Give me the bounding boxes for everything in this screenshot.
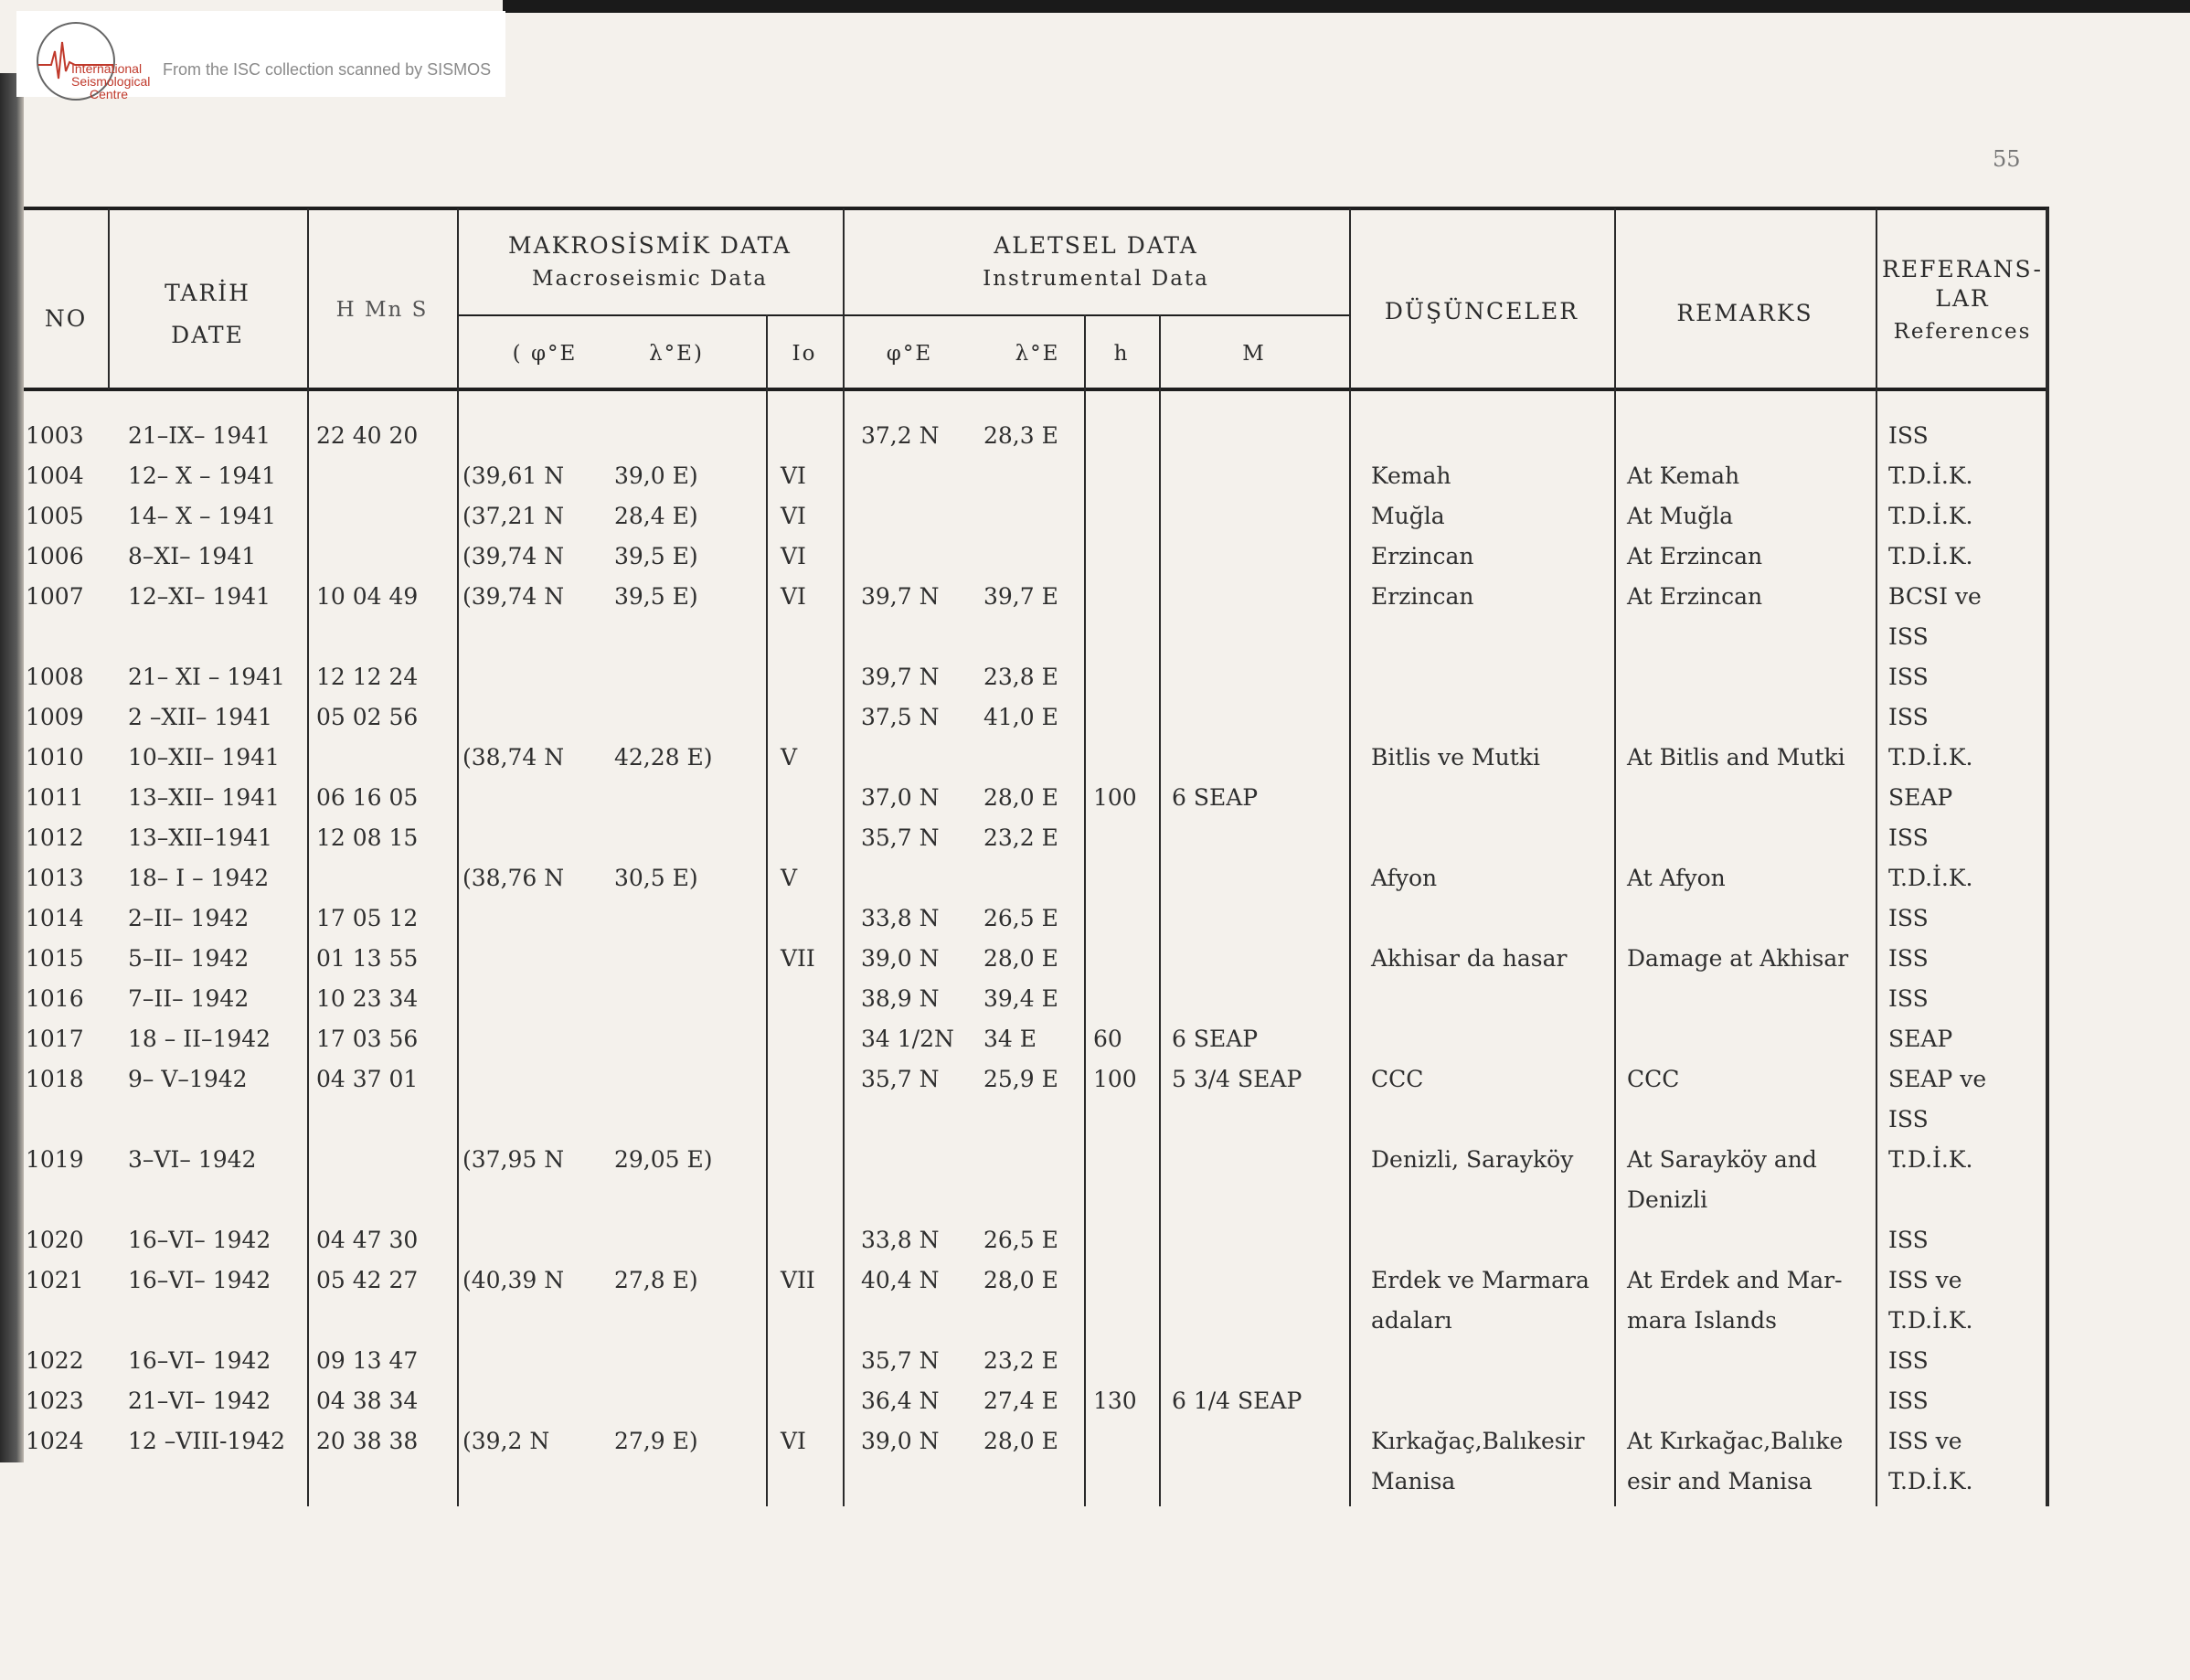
row-inst-lon: 28,0 E	[983, 784, 1058, 811]
row-date: 9– V–1942	[128, 1066, 248, 1092]
row-reference: SEAP	[1888, 784, 1953, 811]
row-inst-lat: 39,7 N	[861, 583, 940, 610]
header-date-en: DATE	[171, 322, 244, 348]
row-remarks: At Kemah	[1627, 463, 1740, 489]
col-sep-dus	[1614, 208, 1616, 1506]
row-date: 10–XII– 1941	[128, 744, 280, 771]
row-inst-lon: 39,4 E	[983, 985, 1058, 1012]
row-time: 04 47 30	[316, 1227, 419, 1253]
row-inst-lon: 25,9 E	[983, 1066, 1058, 1092]
row-no: 1020	[26, 1227, 84, 1253]
row-inst-lat: 36,4 N	[861, 1388, 940, 1414]
row-inst-lon: 28,0 E	[983, 1428, 1058, 1454]
row-date: 16–VI– 1942	[128, 1267, 271, 1293]
row-macro-lon: 39,5 E)	[614, 543, 698, 569]
row-dusunceler: Kırkağaç,Balıkesir	[1371, 1428, 1585, 1454]
row-inst-lon: 26,5 E	[983, 905, 1058, 931]
col-sep-m	[1159, 314, 1161, 1506]
header-ref-tr1: REFERANS-	[1882, 256, 2043, 282]
row-reference: ISS	[1888, 422, 1929, 449]
row-inst-lon: 28,3 E	[983, 422, 1058, 449]
row-time: 04 37 01	[316, 1066, 419, 1092]
header-remarks: REMARKS	[1676, 300, 1813, 326]
row-remarks: At Bitlis and Mutki	[1627, 744, 1845, 771]
row-inst-lat: 35,7 N	[861, 1347, 940, 1374]
row-inst-lon: 27,4 E	[983, 1388, 1058, 1414]
row-remarks: CCC	[1627, 1066, 1680, 1092]
row-reference: SEAP	[1888, 1026, 1953, 1052]
row-no: 1016	[26, 985, 84, 1012]
row-depth: 130	[1093, 1388, 1137, 1414]
row-date: 3–VI– 1942	[128, 1146, 257, 1173]
row-macro-lat: (39,61 N	[462, 463, 565, 489]
row-time: 12 08 15	[316, 824, 419, 851]
row-date: 21–IX– 1941	[128, 422, 271, 449]
macro-inst-subrule	[457, 314, 1349, 316]
header-m: M	[1242, 342, 1266, 366]
row-io: VII	[781, 945, 815, 972]
row-date: 16–VI– 1942	[128, 1227, 271, 1253]
row-reference: ISS	[1888, 945, 1929, 972]
row-date: 8–XI– 1941	[128, 543, 257, 569]
row-time: 10 04 49	[316, 583, 419, 610]
row-date: 2 –XII– 1941	[128, 704, 272, 730]
row-magnitude: 5 3/4 SEAP	[1172, 1066, 1302, 1092]
row-no: 1008	[26, 664, 84, 690]
col-sep-remarks	[1876, 208, 1877, 1506]
row-macro-lon: 27,9 E)	[614, 1428, 698, 1454]
row-io: VI	[781, 1428, 806, 1454]
row-time: 05 42 27	[316, 1267, 419, 1293]
row-remarks: mara Islands	[1627, 1307, 1777, 1334]
row-no: 1013	[26, 865, 84, 891]
row-macro-lat: (38,74 N	[462, 744, 565, 771]
row-no: 1004	[26, 463, 84, 489]
row-dusunceler: CCC	[1371, 1066, 1424, 1092]
row-time: 09 13 47	[316, 1347, 419, 1374]
header-inst-lat: φ°E	[886, 342, 933, 366]
row-date: 18– I – 1942	[128, 865, 270, 891]
row-no: 1006	[26, 543, 84, 569]
header-macro-lon: λ°E)	[649, 342, 704, 366]
row-remarks: At Kırkağac,Balıke	[1627, 1428, 1844, 1454]
header-macro-tr: MAKROSİSMİK DATA	[508, 232, 792, 259]
row-date: 21– XI – 1941	[128, 664, 285, 690]
row-inst-lat: 33,8 N	[861, 1227, 940, 1253]
row-magnitude: 6 SEAP	[1172, 1026, 1259, 1052]
row-time: 17 03 56	[316, 1026, 419, 1052]
row-no: 1023	[26, 1388, 84, 1414]
row-reference: T.D.İ.K.	[1888, 1146, 1973, 1173]
row-inst-lat: 40,4 N	[861, 1267, 940, 1293]
row-depth: 100	[1093, 1066, 1137, 1092]
row-macro-lat: (38,76 N	[462, 865, 565, 891]
row-inst-lat: 39,0 N	[861, 1428, 940, 1454]
row-macro-lat: (39,74 N	[462, 583, 565, 610]
logo-line-3: Centre	[90, 87, 129, 101]
row-date: 12–XI– 1941	[128, 583, 271, 610]
row-macro-lat: (37,21 N	[462, 503, 565, 529]
page-number: 55	[1993, 146, 2021, 172]
row-reference: ISS ve	[1888, 1267, 1962, 1293]
row-magnitude: 6 SEAP	[1172, 784, 1259, 811]
row-reference: ISS	[1888, 1347, 1929, 1374]
col-sep-date	[307, 208, 309, 1506]
row-macro-lon: 30,5 E)	[614, 865, 698, 891]
row-io: V	[781, 865, 798, 891]
row-io: VI	[781, 583, 806, 610]
row-inst-lat: 33,8 N	[861, 905, 940, 931]
row-dusunceler: adaları	[1371, 1307, 1452, 1334]
row-reference: T.D.İ.K.	[1888, 543, 1973, 569]
row-dusunceler: Bitlis ve Mutki	[1371, 744, 1540, 771]
row-reference: ISS	[1888, 1388, 1929, 1414]
row-inst-lat: 35,7 N	[861, 1066, 940, 1092]
row-inst-lon: 23,8 E	[983, 664, 1058, 690]
scan-source-note: From the ISC collection scanned by SISMOS	[163, 60, 492, 79]
row-depth: 60	[1093, 1026, 1122, 1052]
row-no: 1021	[26, 1267, 84, 1293]
row-reference: ISS	[1888, 905, 1929, 931]
row-no: 1024	[26, 1428, 84, 1454]
row-inst-lat: 37,5 N	[861, 704, 940, 730]
row-inst-lon: 28,0 E	[983, 1267, 1058, 1293]
row-inst-lon: 41,0 E	[983, 704, 1058, 730]
row-depth: 100	[1093, 784, 1137, 811]
row-remarks: At Erzincan	[1627, 543, 1763, 569]
row-macro-lon: 27,8 E)	[614, 1267, 698, 1293]
logo-line-2: Seismological	[71, 74, 151, 89]
header-ref-tr2: LAR	[1935, 285, 1990, 312]
row-reference: T.D.İ.K.	[1888, 865, 1973, 891]
row-no: 1012	[26, 824, 84, 851]
header-inst-lon: λ°E	[1015, 342, 1060, 366]
row-no: 1009	[26, 704, 84, 730]
row-inst-lon: 23,2 E	[983, 1347, 1058, 1374]
row-date: 21–VI– 1942	[128, 1388, 271, 1414]
row-remarks: At Sarayköy and	[1627, 1146, 1817, 1173]
row-date: 18 – II–1942	[128, 1026, 271, 1052]
row-time: 20 38 38	[316, 1428, 419, 1454]
header-macro-en: Macroseismic Data	[531, 267, 769, 291]
row-reference: T.D.İ.K.	[1888, 463, 1973, 489]
row-reference: ISS	[1888, 623, 1929, 650]
row-time: 12 12 24	[316, 664, 419, 690]
row-reference: T.D.İ.K.	[1888, 503, 1973, 529]
row-inst-lat: 39,7 N	[861, 664, 940, 690]
row-time: 05 02 56	[316, 704, 419, 730]
row-reference: ISS	[1888, 1106, 1929, 1132]
row-inst-lat: 35,7 N	[861, 824, 940, 851]
row-dusunceler: Kemah	[1371, 463, 1451, 489]
row-reference: BCSI ve	[1888, 583, 1982, 610]
row-date: 12 –VIII-1942	[128, 1428, 286, 1454]
row-magnitude: 6 1/4 SEAP	[1172, 1388, 1302, 1414]
row-io: VI	[781, 503, 806, 529]
row-reference: ISS	[1888, 824, 1929, 851]
col-sep-macro	[843, 208, 845, 1506]
row-reference: T.D.İ.K.	[1888, 1307, 1973, 1334]
row-macro-lat: (39,2 N	[462, 1428, 550, 1454]
row-inst-lat: 37,0 N	[861, 784, 940, 811]
row-no: 1010	[26, 744, 84, 771]
row-dusunceler: Erzincan	[1371, 543, 1474, 569]
row-inst-lat: 38,9 N	[861, 985, 940, 1012]
row-time: 06 16 05	[316, 784, 419, 811]
row-no: 1017	[26, 1026, 84, 1052]
header-inst-en: Instrumental Data	[983, 267, 1209, 291]
row-io: V	[781, 744, 798, 771]
col-sep-io	[766, 314, 768, 1506]
row-date: 5–II– 1942	[128, 945, 250, 972]
row-time: 04 38 34	[316, 1388, 419, 1414]
row-date: 14– X – 1941	[128, 503, 277, 529]
row-remarks: At Erdek and Mar-	[1627, 1267, 1843, 1293]
row-time: 17 05 12	[316, 905, 419, 931]
row-reference: ISS	[1888, 1227, 1929, 1253]
row-date: 13–XII–1941	[128, 824, 272, 851]
row-no: 1011	[26, 784, 84, 811]
row-no: 1014	[26, 905, 84, 931]
header-no: NO	[44, 305, 88, 332]
table-right-edge	[2046, 208, 2049, 1506]
row-reference: ISS	[1888, 664, 1929, 690]
row-remarks: At Afyon	[1627, 865, 1726, 891]
col-sep-h	[1084, 314, 1086, 1506]
isc-logo-box	[16, 11, 505, 101]
header-macro-lat: ( φ°E	[512, 342, 578, 366]
row-date: 12– X – 1941	[128, 463, 277, 489]
row-remarks: At Erzincan	[1627, 583, 1763, 610]
row-macro-lon: 29,05 E)	[614, 1146, 713, 1173]
row-remarks: At Muğla	[1627, 503, 1734, 529]
row-inst-lon: 28,0 E	[983, 945, 1058, 972]
row-macro-lat: (39,74 N	[462, 543, 565, 569]
row-inst-lat: 37,2 N	[861, 422, 940, 449]
header-inst-tr: ALETSEL DATA	[994, 232, 1198, 259]
header-bottom-rule	[24, 388, 2049, 391]
row-no: 1022	[26, 1347, 84, 1374]
row-no: 1007	[26, 583, 84, 610]
row-macro-lat: (40,39 N	[462, 1267, 565, 1293]
row-inst-lat: 39,0 N	[861, 945, 940, 972]
row-inst-lon: 26,5 E	[983, 1227, 1058, 1253]
row-reference: SEAP ve	[1888, 1066, 1987, 1092]
isc-logo-text	[71, 62, 150, 101]
row-reference: ISS	[1888, 704, 1929, 730]
col-sep-inst	[1349, 208, 1351, 1506]
row-macro-lon: 39,0 E)	[614, 463, 698, 489]
header-io: Io	[792, 342, 817, 366]
row-reference: T.D.İ.K.	[1888, 744, 1973, 771]
row-inst-lon: 39,7 E	[983, 583, 1058, 610]
row-dusunceler: Akhisar da hasar	[1371, 945, 1568, 972]
row-reference: ISS ve	[1888, 1428, 1962, 1454]
row-no: 1018	[26, 1066, 84, 1092]
row-date: 2–II– 1942	[128, 905, 250, 931]
row-dusunceler: Erzincan	[1371, 583, 1474, 610]
row-no: 1019	[26, 1146, 84, 1173]
header-date-tr: TARİH	[165, 280, 250, 306]
row-date: 7–II– 1942	[128, 985, 250, 1012]
table-top-rule	[24, 207, 2049, 210]
row-time: 22 40 20	[316, 422, 419, 449]
row-macro-lon: 28,4 E)	[614, 503, 698, 529]
row-dusunceler: Erdek ve Marmara	[1371, 1267, 1589, 1293]
col-sep-time	[457, 208, 459, 1506]
row-reference: ISS	[1888, 985, 1929, 1012]
row-reference: T.D.İ.K.	[1888, 1468, 1973, 1494]
row-no: 1003	[26, 422, 84, 449]
row-io: VI	[781, 543, 806, 569]
row-inst-lat: 34 1/2N	[861, 1026, 954, 1052]
header-time: H Mn S	[335, 298, 429, 322]
row-dusunceler: Muğla	[1371, 503, 1445, 529]
row-remarks: Denizli	[1627, 1186, 1708, 1213]
row-dusunceler: Manisa	[1371, 1468, 1456, 1494]
row-io: VI	[781, 463, 806, 489]
row-dusunceler: Denizli, Sarayköy	[1371, 1146, 1574, 1173]
header-ref-en: References	[1893, 320, 2032, 344]
row-macro-lat: (37,95 N	[462, 1146, 565, 1173]
row-no: 1005	[26, 503, 84, 529]
row-remarks: Damage at Akhisar	[1627, 945, 1849, 972]
row-macro-lon: 42,28 E)	[614, 744, 713, 771]
row-io: VII	[781, 1267, 815, 1293]
row-time: 10 23 34	[316, 985, 419, 1012]
header-h: h	[1113, 342, 1130, 366]
row-inst-lon: 34 E	[983, 1026, 1037, 1052]
row-inst-lon: 23,2 E	[983, 824, 1058, 851]
logo-line-1: International	[71, 61, 143, 76]
row-date: 16–VI– 1942	[128, 1347, 271, 1374]
row-remarks: esir and Manisa	[1627, 1468, 1813, 1494]
row-no: 1015	[26, 945, 84, 972]
book-binding-edge	[0, 73, 24, 1462]
row-time: 01 13 55	[316, 945, 419, 972]
row-date: 13–XII– 1941	[128, 784, 280, 811]
row-macro-lon: 39,5 E)	[614, 583, 698, 610]
top-border	[503, 0, 2190, 13]
header-dusunceler: DÜŞÜNCELER	[1384, 298, 1579, 324]
row-dusunceler: Afyon	[1371, 865, 1438, 891]
